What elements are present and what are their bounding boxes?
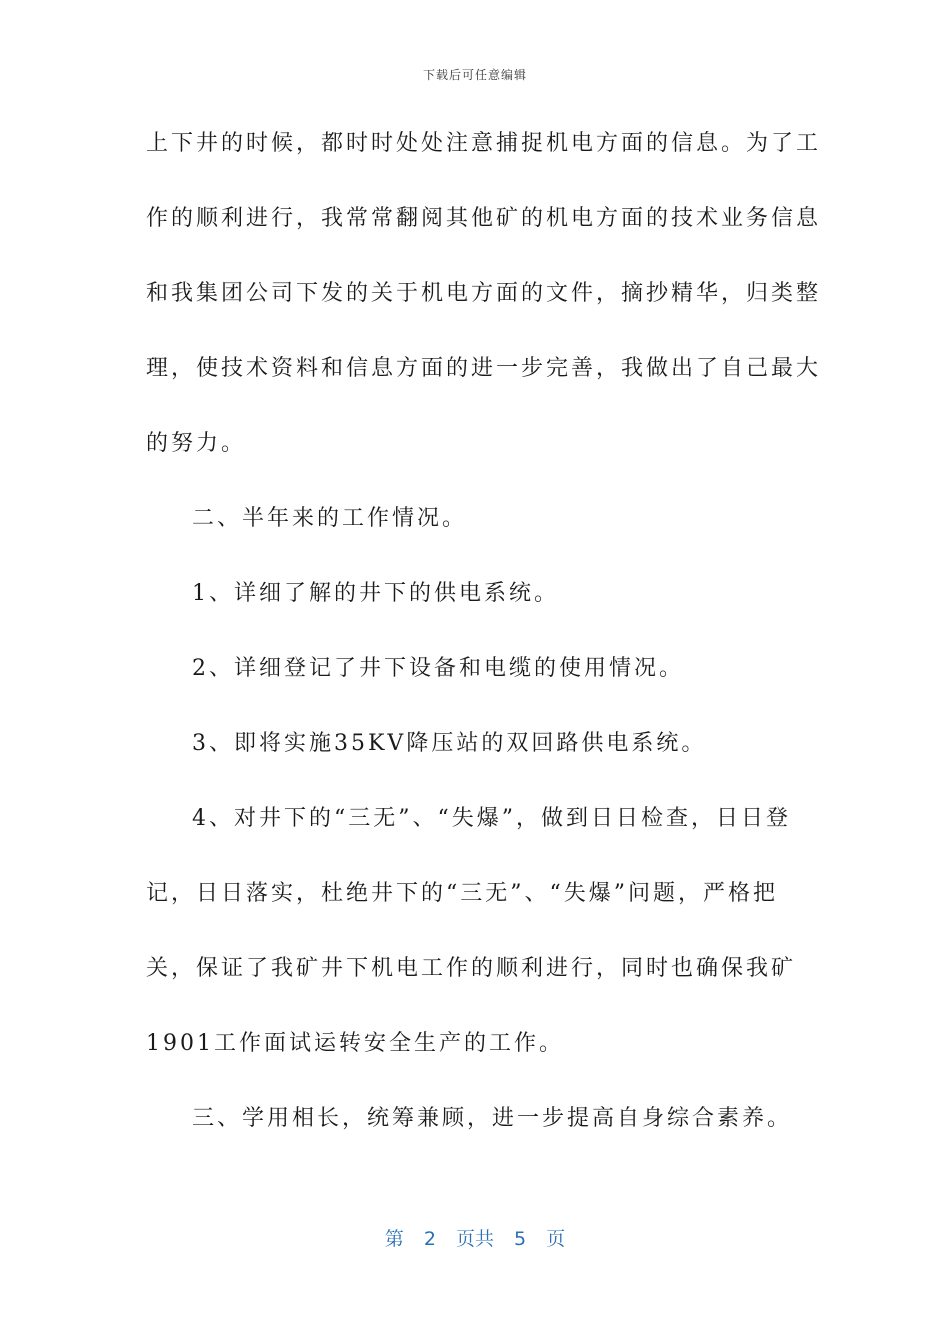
body-line: 作的顺利进行，我常常翻阅其他矿的机电方面的技术业务信息	[146, 206, 822, 231]
current-page-number: 2	[423, 1228, 436, 1250]
footer-middle: 页共	[455, 1228, 494, 1250]
list-item: 2、详细登记了井下设备和电缆的使用情况。	[192, 656, 684, 681]
document-body	[146, 118, 822, 1168]
footer-suffix: 页	[546, 1228, 566, 1250]
footer-prefix: 第	[384, 1228, 404, 1250]
list-item: 4、对井下的“三无”、“失爆”，做到日日检查，日日登	[192, 806, 791, 831]
page-header: 下载后可任意编辑	[422, 68, 527, 82]
body-line: 上下井的时候，都时时处处注意捕捉机电方面的信息。为了工	[146, 131, 822, 156]
body-line: 理，使技术资料和信息方面的进一步完善，我做出了自己最大	[146, 356, 822, 381]
section-heading: 三、学用相长，统筹兼顾，进一步提高自身综合素养。	[192, 1106, 793, 1131]
page-footer	[0, 1224, 950, 1251]
body-line: 的努力。	[146, 431, 247, 456]
total-pages-number: 5	[514, 1228, 527, 1250]
section-heading: 二、半年来的工作情况。	[192, 506, 468, 531]
body-line: 和我集团公司下发的关于机电方面的文件，摘抄精华，归类整	[146, 281, 822, 306]
list-item: 1、详细了解的井下的供电系统。	[192, 581, 559, 606]
body-line: 1901工作面试运转安全生产的工作。	[146, 1031, 564, 1056]
body-line: 记，日日落实，杜绝井下的“三无”、“失爆”问题，严格把	[146, 881, 778, 906]
list-item: 3、即将实施35KV降压站的双回路供电系统。	[192, 731, 707, 756]
body-line: 关，保证了我矿井下机电工作的顺利进行，同时也确保我矿	[146, 956, 797, 981]
